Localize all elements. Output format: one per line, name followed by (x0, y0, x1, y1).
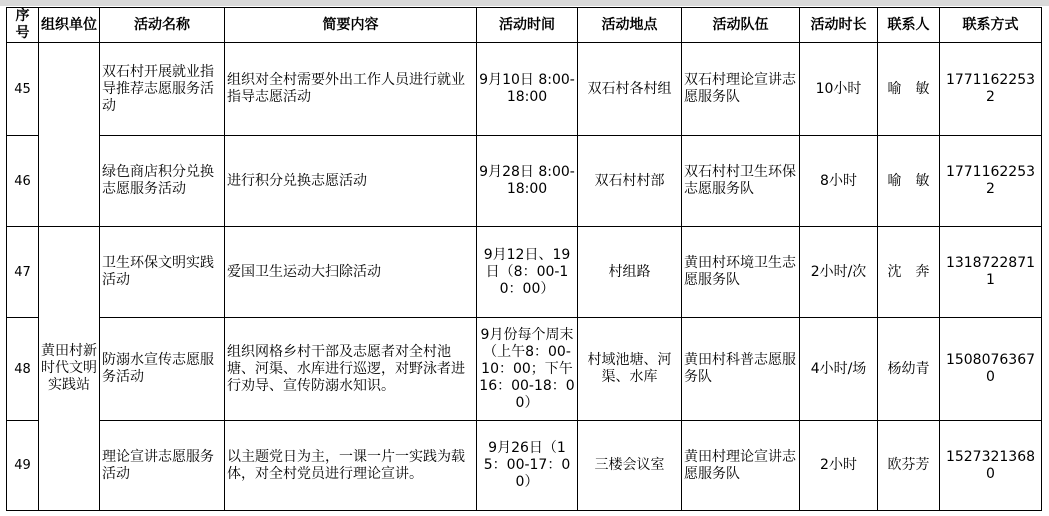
duration-cell: 2小时 (800, 421, 878, 511)
phone-cell: 13187228711 (940, 227, 1042, 318)
table-row (7, 43, 1042, 136)
place-cell: 三楼会议室 (578, 421, 682, 511)
time-cell: 9月10日 8:00-18:00 (477, 43, 578, 136)
duration-cell: 8小时 (800, 136, 878, 227)
header-duration: 活动时长 (800, 8, 878, 43)
content-cell: 组织对全村需要外出工作人员进行就业指导志愿活动 (225, 43, 477, 136)
org-unit-cell: 黄田村新时代文明实践站 (39, 227, 100, 511)
place-cell: 村域池塘、河渠、水库 (578, 318, 682, 421)
content-cell: 爱国卫生运动大扫除活动 (225, 227, 477, 318)
phone-cell: 17711622532 (940, 136, 1042, 227)
top-border-strip (0, 0, 1049, 6)
contact-cell: 欧芬芳 (878, 421, 940, 511)
contact-cell: 沈 奔 (878, 227, 940, 318)
place-cell: 双石村各村组 (578, 43, 682, 136)
contact-cell: 喻 敏 (878, 136, 940, 227)
time-cell: 9月26日（15：00-17：00） (477, 421, 578, 511)
header-seq: 序号 (7, 8, 39, 43)
team-cell: 双石村村卫生环保志愿服务队 (682, 136, 800, 227)
seq-cell: 49 (7, 421, 39, 511)
header-time: 活动时间 (477, 8, 578, 43)
content-cell: 组织网格乡村干部及志愿者对全村池塘、河渠、水库进行巡逻，对野泳者进行劝导、宣传防溺水知识。 (225, 318, 477, 421)
content-cell: 以主题党日为主，一课一片一实践为载体，对全村党员进行理论宣讲。 (225, 421, 477, 511)
duration-cell: 4小时/场 (800, 318, 878, 421)
table-row (7, 318, 1042, 421)
place-cell: 村组路 (578, 227, 682, 318)
time-cell: 9月12日、19日（8：00-10：00） (477, 227, 578, 318)
team-cell: 双石村理论宣讲志愿服务队 (682, 43, 800, 136)
phone-cell: 15080763670 (940, 318, 1042, 421)
activity-name-cell: 理论宣讲志愿服务活动 (100, 421, 225, 511)
place-cell: 双石村村部 (578, 136, 682, 227)
seq-cell: 46 (7, 136, 39, 227)
phone-cell: 17711622532 (940, 43, 1042, 136)
header-content: 简要内容 (225, 8, 477, 43)
table-row (7, 227, 1042, 318)
header-activity-name: 活动名称 (100, 8, 225, 43)
duration-cell: 2小时/次 (800, 227, 878, 318)
activity-name-cell: 防溺水宣传志愿服务活动 (100, 318, 225, 421)
seq-cell: 48 (7, 318, 39, 421)
header-org-unit: 组织单位 (39, 8, 100, 43)
team-cell: 黄田村环境卫生志愿服务队 (682, 227, 800, 318)
table-row (7, 421, 1042, 511)
team-cell: 黄田村科普志愿服务队 (682, 318, 800, 421)
header-contact: 联系人 (878, 8, 940, 43)
header-row (7, 8, 1042, 43)
time-cell: 9月28日 8:00-18:00 (477, 136, 578, 227)
header-team: 活动队伍 (682, 8, 800, 43)
contact-cell: 杨幼青 (878, 318, 940, 421)
content-cell: 进行积分兑换志愿活动 (225, 136, 477, 227)
table-row (7, 136, 1042, 227)
time-cell: 9月份每个周末（上午8：00-10：00；下午16：00-18：00） (477, 318, 578, 421)
activity-name-cell: 卫生环保文明实践活动 (100, 227, 225, 318)
activity-name-cell: 双石村开展就业指导推荐志愿服务活动 (100, 43, 225, 136)
header-phone: 联系方式 (940, 8, 1042, 43)
contact-cell: 喻 敏 (878, 43, 940, 136)
org-unit-cell-empty (39, 43, 100, 227)
duration-cell: 10小时 (800, 43, 878, 136)
seq-cell: 47 (7, 227, 39, 318)
activity-name-cell: 绿色商店积分兑换志愿服务活动 (100, 136, 225, 227)
phone-cell: 15273213680 (940, 421, 1042, 511)
seq-cell: 45 (7, 43, 39, 136)
activity-table (6, 7, 1042, 511)
header-place: 活动地点 (578, 8, 682, 43)
team-cell: 黄田村理论宣讲志愿服务队 (682, 421, 800, 511)
